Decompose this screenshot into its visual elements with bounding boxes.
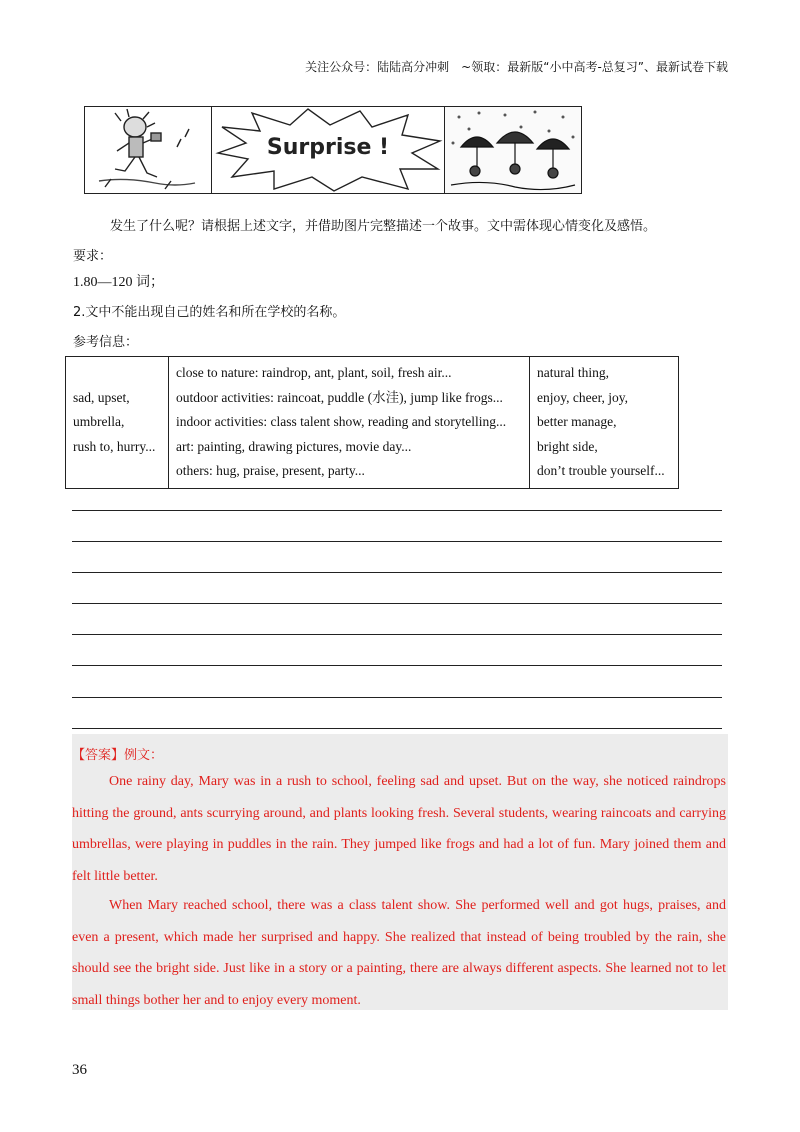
comic-panel-surprise bbox=[212, 107, 445, 193]
reference-col-activities bbox=[169, 357, 530, 489]
writing-line bbox=[72, 572, 722, 573]
writing-line bbox=[72, 541, 722, 542]
writing-instruction: 发生了什么呢？请根据上述文字，并借助图片完整描述一个故事。文中需体现心情变化及感悟。 bbox=[110, 219, 657, 234]
writing-line bbox=[72, 510, 722, 511]
reference-label: 参考信息： bbox=[73, 335, 139, 350]
running-girl-illustration bbox=[85, 107, 211, 193]
writing-line bbox=[72, 728, 722, 729]
answer-box bbox=[72, 734, 728, 1010]
table-cell-line: close to nature: raindrop, ant, plant, soil, fresh air... bbox=[176, 365, 452, 380]
requirement-no-names: 2.文中不能出现自己的姓名和所在学校的名称。 bbox=[73, 305, 346, 320]
writing-line bbox=[72, 634, 722, 635]
table-cell-line: outdoor activities: raincoat, puddle (水洼), jump like frogs... bbox=[176, 389, 503, 405]
surprise-caption: Surprise ! bbox=[266, 135, 390, 160]
table-cell-line: don’t trouble yourself... bbox=[537, 463, 665, 478]
writing-line bbox=[72, 665, 722, 666]
writing-line bbox=[72, 697, 722, 698]
page-number: 36 bbox=[72, 1062, 87, 1078]
reference-col-mood bbox=[66, 357, 169, 489]
table-cell-line: art: painting, drawing pictures, movie day... bbox=[176, 438, 412, 454]
answer-paragraph-1: One rainy day, Mary was in a rush to school, feeling sad and upset. But on the way, she noticed raindrops hitting the ground, ants scurrying around, and plants looking fresh. Several students, wearing raincoats and carrying umbrellas, were playing in puddles in the rain. They jumped like frogs and had a lot of fun. Mary joined them and felt little better. bbox=[72, 774, 726, 884]
table-cell-line: umbrella, bbox=[73, 414, 125, 429]
page-header: 关注公众号：陆陆高分冲刺 ~领取：最新版“小中高考-总复习”、最新试卷下载 bbox=[305, 60, 728, 74]
table-cell-line: enjoy, cheer, joy, bbox=[537, 389, 629, 405]
comic-panel-running-girl bbox=[85, 107, 212, 193]
table-cell-line: better manage, bbox=[537, 414, 617, 429]
writing-line bbox=[72, 603, 722, 604]
answer-tag: 【答案】例文： bbox=[72, 748, 164, 763]
table-cell-line: natural thing, bbox=[537, 365, 609, 380]
reference-table bbox=[65, 356, 679, 489]
table-cell-line: indoor activities: class talent show, reading and storytelling... bbox=[176, 414, 507, 429]
requirement-word-count: 1.80—120 词； bbox=[73, 275, 164, 290]
table-cell-line: rush to, hurry... bbox=[73, 438, 156, 454]
table-cell-line: bright side, bbox=[537, 438, 598, 454]
requirements-label: 要求： bbox=[73, 249, 113, 264]
table-cell-line: sad, upset, bbox=[73, 389, 130, 405]
table-cell-line: others: hug, praise, present, party... bbox=[176, 463, 365, 478]
comic-panel-rain-umbrellas bbox=[445, 107, 581, 193]
reference-col-reflection bbox=[530, 357, 679, 489]
rain-umbrellas-illustration bbox=[445, 107, 581, 193]
answer-paragraph-2: When Mary reached school, there was a class talent show. She performed well and got hugs, praises, and even a present, which made her surprised and happy. She realized that instead of being troubled by the rain, she should see the bright side. Just like in a story or a painting, there are always different aspects. She learned not to let small things bother her and to enjoy every moment. bbox=[72, 898, 726, 1008]
comic-strip bbox=[84, 106, 582, 194]
